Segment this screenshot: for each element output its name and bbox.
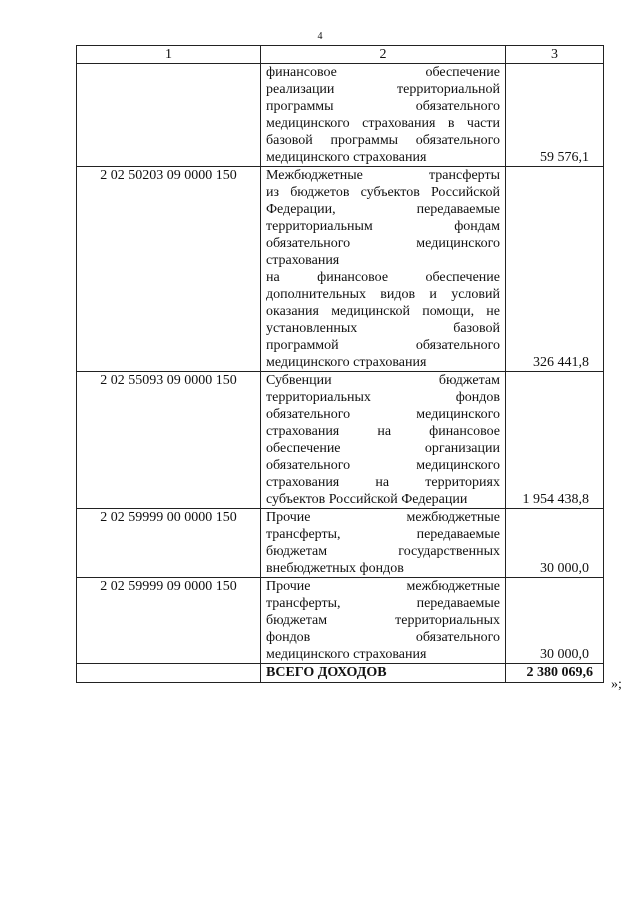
description-line: на финансовое обеспечение (266, 270, 500, 285)
description-line: территориальным фондам (266, 219, 500, 234)
description-line: медицинского страхования (266, 647, 427, 662)
total-row (77, 664, 604, 683)
revenue-table (76, 45, 604, 683)
amount-value: 30 000,0 (506, 578, 604, 664)
table-row (77, 372, 604, 509)
description-line: обязательного медицинского (266, 236, 500, 251)
table-row (77, 64, 604, 167)
description-line: из бюджетов субъектов Российской (266, 185, 500, 200)
total-code-cell (77, 664, 261, 683)
budget-code: 2 02 55093 09 0000 150 (77, 372, 261, 509)
description-line: бюджетам территориальных (266, 613, 500, 628)
description-line: дополнительных видов и условий (266, 287, 500, 302)
description-line: территориальных фондов (266, 390, 500, 405)
amount-value: 30 000,0 (506, 509, 604, 578)
description-line: внебюджетных фондов (266, 561, 404, 576)
description-line: обязательного медицинского (266, 407, 500, 422)
table-row (77, 509, 604, 578)
description-line: базовой программы обязательного (266, 133, 500, 148)
description-line: Прочие межбюджетные (266, 579, 500, 594)
description-line: Межбюджетные трансферты (266, 168, 500, 183)
description-line: установленных базовой (266, 321, 500, 336)
description-line: медицинского страхования (266, 355, 427, 370)
total-label: ВСЕГО ДОХОДОВ (261, 664, 506, 683)
description-line: медицинского страхования (266, 150, 427, 165)
description-line: субъектов Российской Федерации (266, 492, 468, 507)
description-line: обеспечение организации (266, 441, 500, 456)
budget-code: 2 02 59999 00 0000 150 (77, 509, 261, 578)
revenue-description (261, 578, 506, 664)
budget-code: 2 02 59999 09 0000 150 (77, 578, 261, 664)
column-header-3: 3 (506, 46, 604, 64)
budget-code (77, 64, 261, 167)
description-line: программы обязательного (266, 99, 500, 114)
budget-code: 2 02 50203 09 0000 150 (77, 167, 261, 372)
amount-value: 1 954 438,8 (506, 372, 604, 509)
description-line: бюджетам государственных (266, 544, 500, 559)
description-line: обязательного медицинского (266, 458, 500, 473)
description-line: Прочие межбюджетные (266, 510, 500, 525)
revenue-description (261, 64, 506, 167)
description-line: медицинского страхования в части (266, 116, 500, 131)
description-line: фондов обязательного (266, 630, 500, 645)
column-header-1: 1 (77, 46, 261, 64)
description-line: страхования на финансовое (266, 424, 500, 439)
table-header-row (77, 46, 604, 64)
total-amount: 2 380 069,6 (506, 664, 604, 683)
description-line: Субвенции бюджетам (266, 373, 500, 388)
column-header-2: 2 (261, 46, 506, 64)
closing-quote-mark: »; (611, 677, 622, 692)
revenue-description (261, 167, 506, 372)
page-number: 4 (317, 31, 323, 42)
amount-value: 326 441,8 (506, 167, 604, 372)
description-line: трансферты, передаваемые (266, 527, 500, 542)
description-line: реализации территориальной (266, 82, 500, 97)
amount-value: 59 576,1 (506, 64, 604, 167)
description-line: страхования (266, 253, 340, 268)
table-body (77, 64, 604, 664)
table-row (77, 167, 604, 372)
description-line: программой обязательного (266, 338, 500, 353)
description-line: финансовое обеспечение (266, 65, 500, 80)
description-line: оказания медицинской помощи, не (266, 304, 500, 319)
description-line: страхования на территориях (266, 475, 500, 490)
table-row (77, 578, 604, 664)
description-line: Федерации, передаваемые (266, 202, 500, 217)
revenue-description (261, 372, 506, 509)
description-line: трансферты, передаваемые (266, 596, 500, 611)
revenue-description (261, 509, 506, 578)
